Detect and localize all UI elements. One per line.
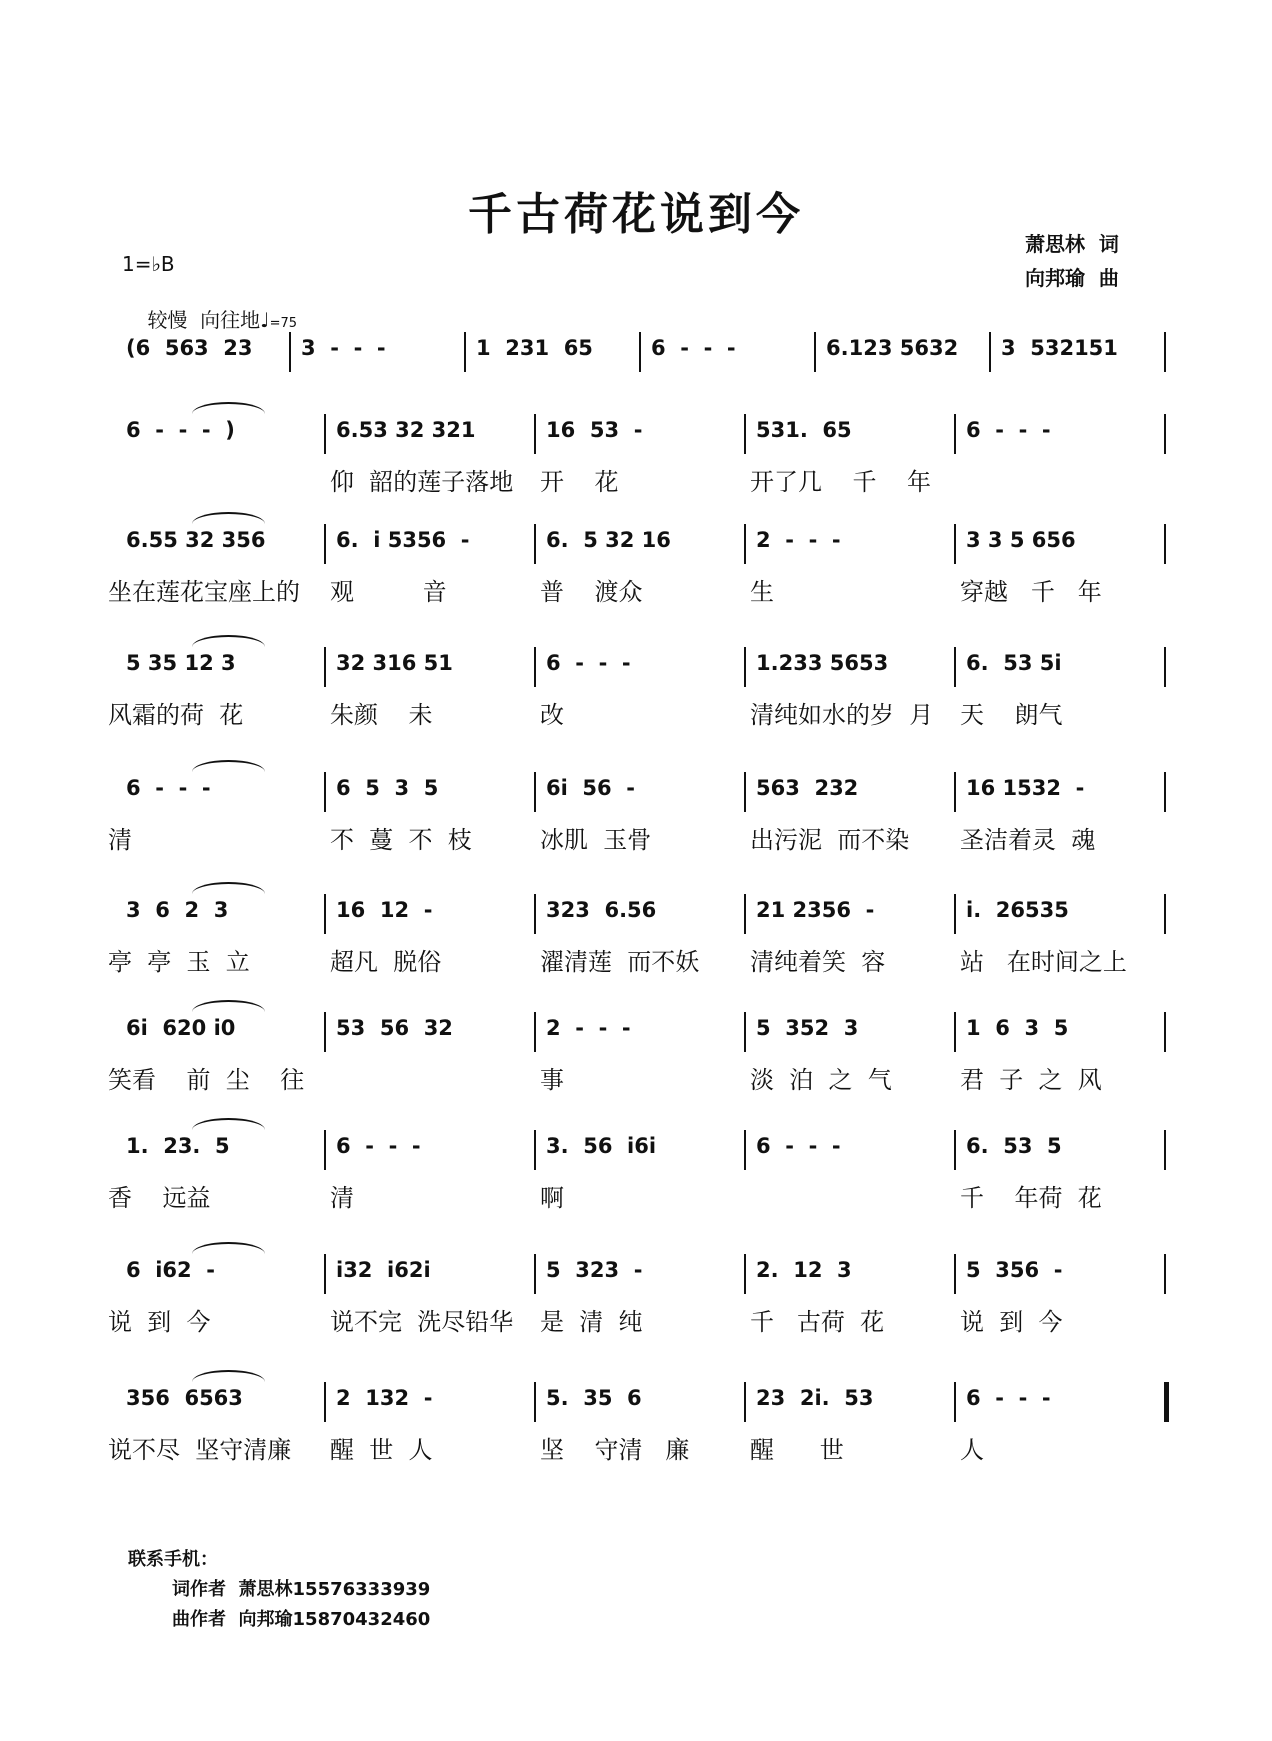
measure-notes: 6i 56 - xyxy=(546,776,635,800)
measure-notes: 23 2i. 53 xyxy=(756,1386,874,1410)
measure-notes: 3. 56 i6i xyxy=(546,1134,657,1158)
lyric-text: 站 在时间之上 xyxy=(960,948,1127,976)
composer-credit: 向邦瑜 曲 xyxy=(1025,266,1119,290)
lyric-text: 亭 亭 玉 立 xyxy=(108,948,250,976)
lyric-row xyxy=(108,1430,1168,1464)
lyric-text: 冰肌 玉骨 xyxy=(540,826,652,854)
lyric-text: 朱颜 未 xyxy=(330,701,433,729)
lyric-text: 事 xyxy=(540,1066,564,1094)
quarter-note-icon: ♩ xyxy=(260,308,270,332)
measure-notes: 6.55 32 356 xyxy=(126,528,266,552)
lyric-text: 穿越 千 年 xyxy=(960,578,1102,606)
measure-notes: 6 5 3 5 xyxy=(336,776,439,800)
measure-notes: 356 6563 xyxy=(126,1386,243,1410)
slur-mark xyxy=(192,1000,266,1012)
measure-notes: 1.233 5653 xyxy=(756,651,889,675)
slur-mark xyxy=(192,1242,266,1254)
lyric-text: 仰 韶的莲子落地 xyxy=(330,468,514,496)
measure-notes: 6. 5 32 16 xyxy=(546,528,671,552)
measure-notes: (6 563 23 xyxy=(126,336,253,360)
lyric-text: 是 清 纯 xyxy=(540,1308,643,1336)
lyric-text: 濯清莲 而不妖 xyxy=(540,948,700,976)
measure-notes: 16 53 - xyxy=(546,418,643,442)
measure-notes: 323 6.56 xyxy=(546,898,657,922)
lyric-row xyxy=(108,1060,1168,1094)
lyric-text: 君 子 之 风 xyxy=(960,1066,1102,1094)
lyric-text: 清 xyxy=(108,826,132,854)
slur-mark xyxy=(192,1370,266,1382)
lyricist-credit: 萧思林 词 xyxy=(1025,232,1119,256)
key-signature: 1=♭B xyxy=(122,252,175,276)
measure-notes: 6.123 5632 xyxy=(826,336,959,360)
measure-notes: 6 - - - xyxy=(546,651,631,675)
lyric-row xyxy=(108,1178,1168,1212)
lyric-text: 清纯如水的岁 月 xyxy=(750,701,934,729)
lyric-text: 观 音 xyxy=(330,578,447,606)
lyric-text: 开了几 千 年 xyxy=(750,468,932,496)
contact-lyricist: 词作者 萧思林15576333939 xyxy=(172,1579,431,1600)
measure-notes: 1. 23. 5 xyxy=(126,1134,230,1158)
slur-mark xyxy=(192,512,266,524)
notation-row xyxy=(118,520,1168,568)
lyric-text: 清纯着笑 容 xyxy=(750,948,886,976)
notation-row xyxy=(118,328,1168,376)
measure-notes: 6 - - - xyxy=(966,1386,1051,1410)
contact-heading: 联系手机： xyxy=(128,1549,218,1570)
lyric-row xyxy=(108,820,1168,854)
measure-notes: 6.53 32 321 xyxy=(336,418,476,442)
measure-notes: 6 - - - xyxy=(126,776,211,800)
lyric-row xyxy=(108,942,1168,976)
measure-notes: 6 - - - xyxy=(966,418,1051,442)
measure-notes: 6. 53 5i xyxy=(966,651,1062,675)
lyric-text: 坐在莲花宝座上的 xyxy=(108,578,300,606)
measure-notes: 6 - - - xyxy=(336,1134,421,1158)
measure-notes: 3 532151 xyxy=(1001,336,1118,360)
measure-notes: 5 323 - xyxy=(546,1258,643,1282)
lyric-text: 坚 守清 廉 xyxy=(540,1436,690,1464)
lyric-text: 说不尽 坚守清廉 xyxy=(108,1436,292,1464)
measure-notes: 563 232 xyxy=(756,776,859,800)
notation-row xyxy=(118,1008,1168,1056)
lyric-text: 人 xyxy=(960,1436,984,1464)
measure-notes: 6 i62 - xyxy=(126,1258,215,1282)
measure-notes: 6 - - - xyxy=(651,336,736,360)
notation-row xyxy=(118,1378,1168,1426)
lyric-row xyxy=(108,572,1168,606)
measure-notes: 1 6 3 5 xyxy=(966,1016,1069,1040)
measure-notes: 3 - - - xyxy=(301,336,386,360)
measure-notes: 3 3 5 656 xyxy=(966,528,1076,552)
lyric-text: 淡 泊 之 气 xyxy=(750,1066,892,1094)
lyric-row xyxy=(108,695,1168,729)
measure-notes: 21 2356 - xyxy=(756,898,875,922)
measure-notes: 531. 65 xyxy=(756,418,852,442)
measure-notes: 16 12 - xyxy=(336,898,433,922)
measure-notes: 32 316 51 xyxy=(336,651,453,675)
notation-row xyxy=(118,1250,1168,1298)
slur-mark xyxy=(192,760,266,772)
measure-notes: i. 26535 xyxy=(966,898,1069,922)
lyric-text: 千 年荷 花 xyxy=(960,1184,1102,1212)
lyric-text: 出污泥 而不染 xyxy=(750,826,910,854)
lyric-text: 说 到 今 xyxy=(960,1308,1063,1336)
measure-notes: 2 - - - xyxy=(546,1016,631,1040)
lyric-text: 开 花 xyxy=(540,468,619,496)
notation-row xyxy=(118,768,1168,816)
measure-notes: 5. 35 6 xyxy=(546,1386,642,1410)
measure-notes: 5 35 12 3 xyxy=(126,651,236,675)
lyric-text: 风霜的荷 花 xyxy=(108,701,244,729)
notation-row xyxy=(118,643,1168,691)
lyric-text: 啊 xyxy=(540,1184,564,1212)
lyric-text: 醒 世 人 xyxy=(330,1436,433,1464)
lyric-text: 说 到 今 xyxy=(108,1308,211,1336)
lyric-text: 不 蔓 不 枝 xyxy=(330,826,472,854)
notation-row xyxy=(118,410,1168,458)
lyric-text: 千 古荷 花 xyxy=(750,1308,885,1336)
measure-notes: 2. 12 3 xyxy=(756,1258,852,1282)
lyric-text: 改 xyxy=(540,701,564,729)
measure-notes: i32 i62i xyxy=(336,1258,431,1282)
contact-composer: 曲作者 向邦瑜15870432460 xyxy=(172,1609,431,1630)
lyric-text: 醒 世 xyxy=(750,1436,844,1464)
tempo-text: 较慢 向往地 xyxy=(147,308,261,332)
lyric-text: 笑看 前 尘 往 xyxy=(108,1066,305,1094)
lyric-row xyxy=(108,1302,1168,1336)
lyric-text: 圣洁着灵 魂 xyxy=(960,826,1096,854)
measure-notes: 16 1532 - xyxy=(966,776,1085,800)
measure-notes: 53 56 32 xyxy=(336,1016,453,1040)
tempo-value: =75 xyxy=(269,316,298,331)
lyric-text: 超凡 脱俗 xyxy=(330,948,442,976)
measure-notes: 2 - - - xyxy=(756,528,841,552)
lyric-text: 生 xyxy=(750,578,774,606)
lyric-text: 天 朗气 xyxy=(960,701,1063,729)
measure-notes: 6i 620 i0 xyxy=(126,1016,236,1040)
notation-row xyxy=(118,1126,1168,1174)
measure-notes: 6 - - - ) xyxy=(126,418,235,442)
measure-notes: 6. i 5356 - xyxy=(336,528,470,552)
slur-mark xyxy=(192,1118,266,1130)
slur-mark xyxy=(192,882,266,894)
lyric-row xyxy=(118,462,1168,496)
lyric-text: 香 远益 xyxy=(108,1184,211,1212)
slur-mark xyxy=(192,402,266,414)
measure-notes: 5 352 3 xyxy=(756,1016,859,1040)
lyric-text: 清 xyxy=(330,1184,354,1212)
lyric-text: 说不完 洗尽铅华 xyxy=(330,1308,514,1336)
measure-notes: 1 231 65 xyxy=(476,336,593,360)
slur-mark xyxy=(192,635,266,647)
measure-notes: 6 - - - xyxy=(756,1134,841,1158)
measure-notes: 3 6 2 3 xyxy=(126,898,229,922)
song-title: 千古荷花说到今 xyxy=(468,189,804,240)
notation-row xyxy=(118,890,1168,938)
lyric-text: 普 渡众 xyxy=(540,578,643,606)
measure-notes: 6. 53 5 xyxy=(966,1134,1062,1158)
measure-notes: 2 132 - xyxy=(336,1386,433,1410)
measure-notes: 5 356 - xyxy=(966,1258,1063,1282)
